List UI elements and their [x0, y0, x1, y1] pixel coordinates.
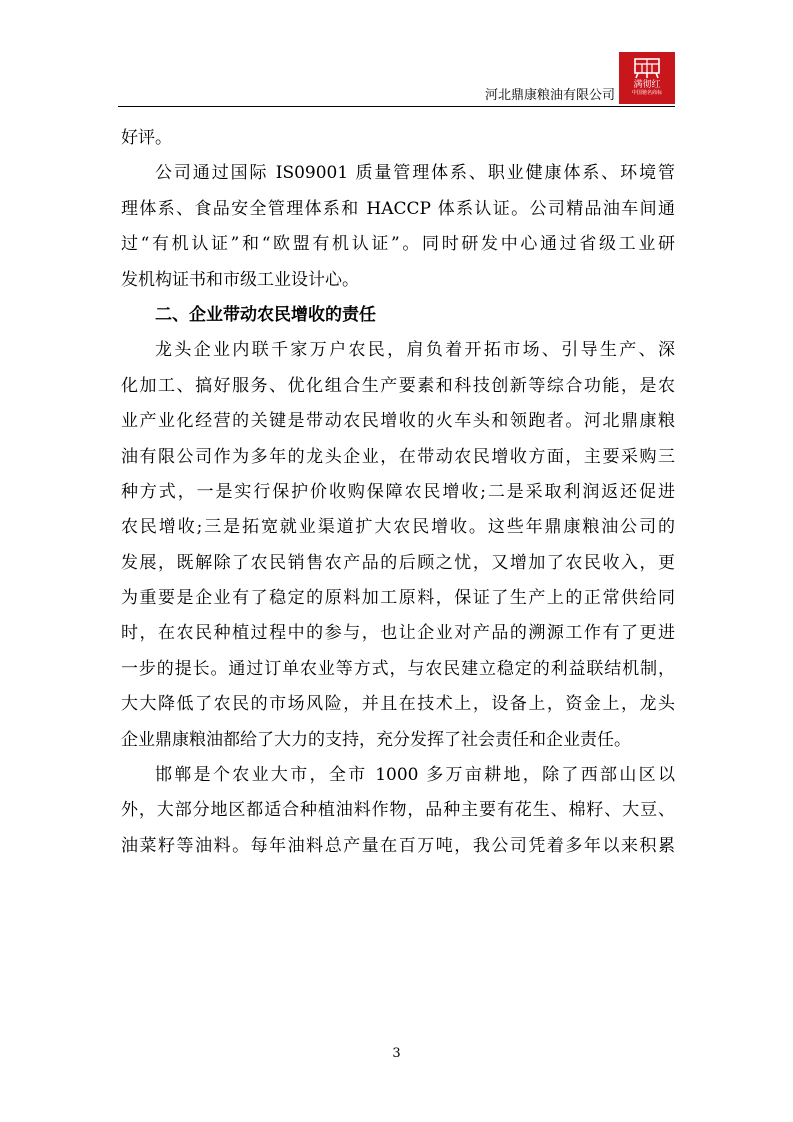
body-text: [121, 121, 675, 864]
paragraph-line: 油菜籽等油料。每年油料总产量在百万吨，我公司凭着多年以来积累: [121, 835, 675, 856]
logo-brand-name: 满彻红: [633, 80, 661, 90]
section-heading: 二、企业带动农民增收的责任: [155, 304, 376, 325]
paragraph-line: 化加工、搞好服务、优化组合生产要素和科技创新等综合功能，是农: [121, 375, 675, 396]
paragraph-line: 龙头企业内联千家万户农民，肩负着开拓市场、引导生产、深: [155, 340, 675, 361]
paragraph-line: 邯郸是个农业大市，全市 1000 多万亩耕地，除了西部山区以: [155, 765, 675, 786]
page-number: 3: [392, 1046, 401, 1061]
paragraph-line: 油有限公司作为多年的龙头企业，在带动农民增收方面，主要采购三: [121, 446, 675, 467]
paragraph-line: 企业鼎康粮油都给了大力的支持，充分发挥了社会责任和企业责任。: [121, 729, 631, 750]
paragraph-line: 大大降低了农民的市场风险，并且在技术上，设备上，资金上，龙头: [121, 694, 675, 715]
header-company-name: 河北鼎康粮油有限公司: [484, 88, 615, 103]
paragraph-line: 外，大部分地区都适合种植油料作物，品种主要有花生、棉籽、大豆、: [121, 800, 675, 821]
logo-subtitle: 中国驰名商标: [631, 90, 663, 96]
paragraph-line: 过“有机认证”和“欧盟有机认证”。同时研发中心通过省级工业研: [121, 234, 675, 255]
paragraph-line: 农民增收;三是拓宽就业渠道扩大农民增收。这些年鼎康粮油公司的: [121, 517, 675, 538]
paragraph-line: 时，在农民种植过程中的参与，也让企业对产品的溯源工作有了更进: [121, 623, 675, 644]
ding-vessel-icon: [632, 56, 662, 80]
paragraph-line: 一步的提长。通过订单农业等方式，与农民建立稳定的利益联结机制，: [121, 658, 675, 679]
paragraph-line: 为重要是企业有了稳定的原料加工原料，保证了生产上的正常供给同: [121, 588, 675, 609]
paragraph-line: 发机构证书和市级工业设计心。: [121, 269, 359, 290]
paragraph-line: 好评。: [121, 128, 172, 148]
paragraph-line: 发展，既解除了农民销售农产品的后顾之忧，又增加了农民收入，更: [121, 552, 675, 573]
paragraph-line: 理体系、食品安全管理体系和 HACCP 体系认证。公司精品油车间通: [121, 198, 675, 219]
brand-logo: [619, 52, 675, 104]
paragraph-line: 业产业化经营的关键是带动农民增收的火车头和领跑者。河北鼎康粮: [121, 411, 675, 432]
page-header: [118, 52, 675, 107]
paragraph-line: 公司通过国际 IS09001 质量管理体系、职业健康体系、环境管: [155, 163, 675, 184]
paragraph-line: 种方式，一是实行保护价收购保障农民增收;二是采取利润返还促进: [121, 481, 675, 502]
